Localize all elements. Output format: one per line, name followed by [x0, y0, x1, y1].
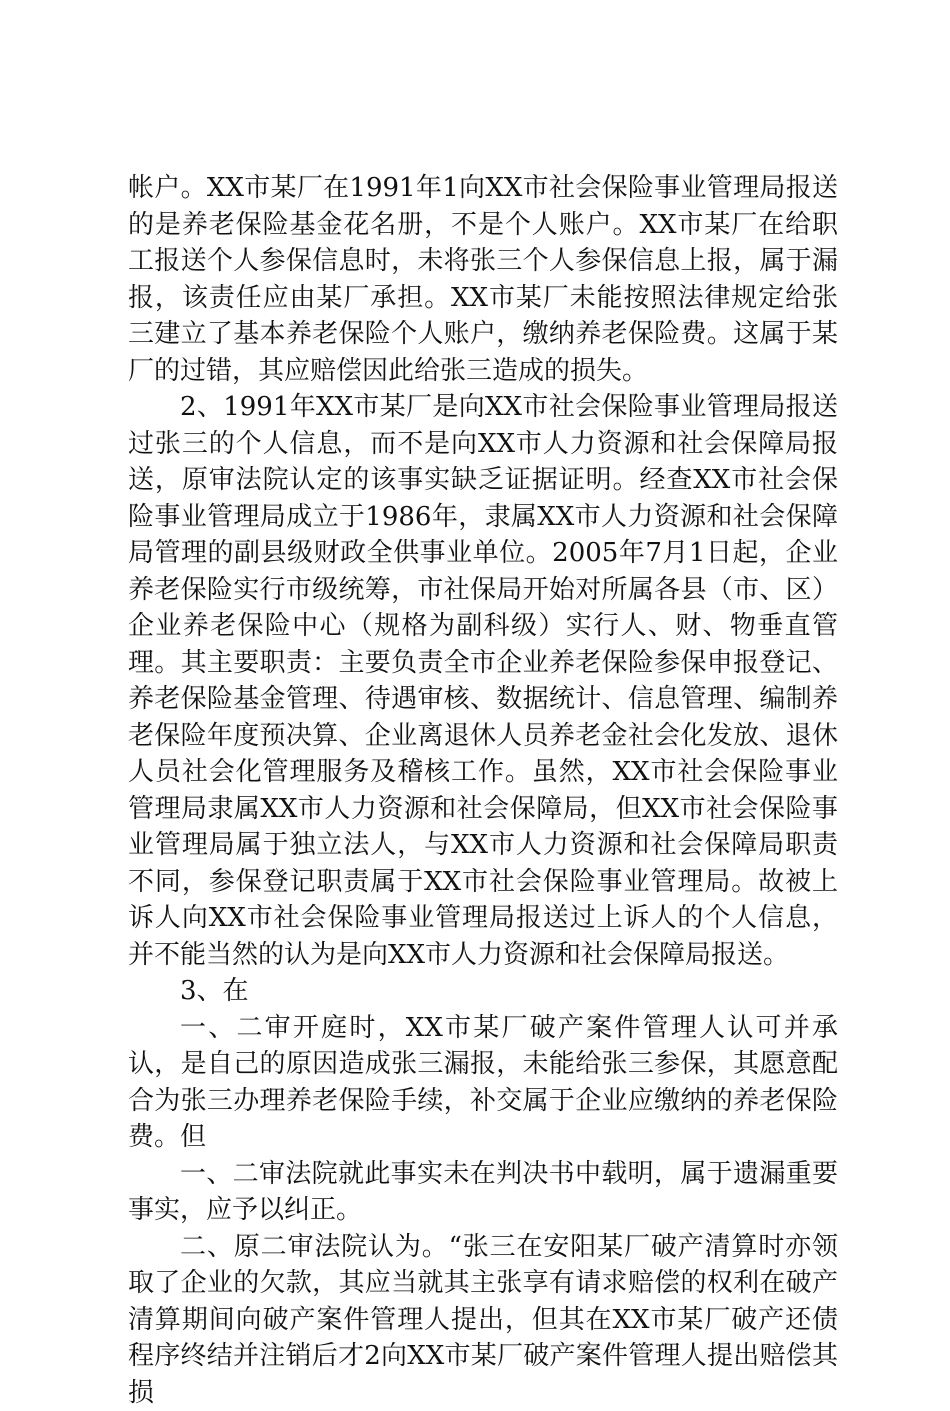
paragraph-continuation: 帐户。XX市某厂在1991年1向XX市社会保险事业管理局报送的是养老保险基金花名册，不是个人账户。XX市某厂在给职工报送个人参保信息时，未将张三个人参保信息上报，属于漏报，该责任应由某厂承担。XX市某厂未能按照法律规定给张三建立了基本养老保险个人账户，缴纳养老保险费。这属于某厂的过错，其应赔偿因此给张三造成的损失。	[128, 170, 838, 389]
paragraph-point-2: 2、1991年XX市某厂是向XX市社会保险事业管理局报送过张三的个人信息，而不是向XX市人力资源和社会保障局报送，原审法院认定的该事实缺乏证据证明。经查XX市社会保险事业管理局成立于1986年，隶属XX市人力资源和社会保障局管理的副县级财政全供事业单位。2005年7月1日起，企业养老保险实行市级统筹，市社保局开始对所属各县（市、区）企业养老保险中心（规格为副科级）实行人、财、物垂直管理。其主要职责：主要负责全市企业养老保险参保申报登记、养老保险基金管理、待遇审核、数据统计、信息管理、编制养老保险年度预决算、企业离退休人员养老金社会化发放、退休人员社会化管理服务及稽核工作。虽然，XX市社会保险事业管理局隶属XX市人力资源和社会保障局，但XX市社会保险事业管理局属于独立法人，与XX市人力资源和社会保障局职责不同，参保登记职责属于XX市社会保险事业管理局。故被上诉人向XX市社会保险事业管理局报送过上诉人的个人信息，并不能当然的认为是向XX市人力资源和社会保障局报送。	[128, 389, 838, 973]
paragraph-hearing: 一、二审开庭时，XX市某厂破产案件管理人认可并承认，是自己的原因造成张三漏报，未能给张三参保，其愿意配合为张三办理养老保险手续，补交属于企业应缴纳的养老保险费。但	[128, 1010, 838, 1156]
document-body	[128, 170, 838, 1411]
paragraph-omission: 一、二审法院就此事实未在判决书中载明，属于遗漏重要事实，应予以纠正。	[128, 1156, 838, 1229]
paragraph-section-two: 二、原二审法院认为。“张三在安阳某厂破产清算时亦领取了企业的欠款，其应当就其主张享有请求赔偿的权利在破产清算期间向破产案件管理人提出，但其在XX市某厂破产还债程序终结并注销后才2向XX市某厂破产案件管理人提出赔偿其损	[128, 1229, 838, 1411]
paragraph-point-3: 3、在	[128, 973, 838, 1010]
